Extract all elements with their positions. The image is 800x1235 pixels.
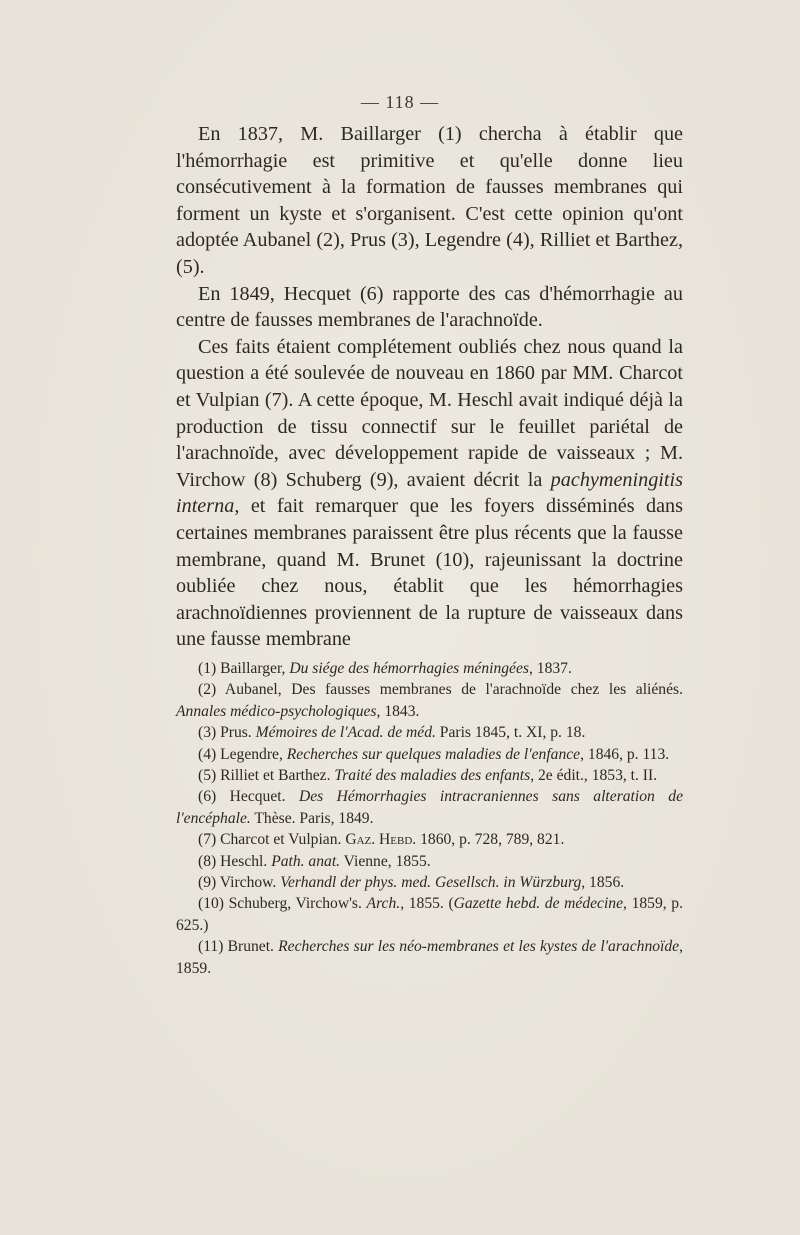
footnote-author: (9) Virchow. (198, 874, 281, 892)
footnote-details: , 1837. (528, 660, 572, 677)
italic-term: pachymeningitis interna (176, 468, 683, 518)
footnote-author: (5) Rilliet et Barthez. (198, 767, 335, 785)
paragraph: En 1849, Hecquet (6) rapporte des cas d'hémorrhagie au centre de fausses membranes de l'arachnoïde. (176, 282, 683, 332)
footnote-details: , 2e édit., 1853, t. II. (530, 767, 658, 785)
footnote-author: (8) Heschl. (198, 852, 272, 870)
footnote-author: (11) Brunet. (198, 938, 279, 956)
footnote-author: (4) Legendre, (198, 745, 287, 763)
footnote-10 (176, 893, 683, 936)
footnote-title: Arch. (366, 895, 401, 913)
footnote-details: , 1859. (176, 938, 683, 977)
footnote-11 (176, 936, 683, 979)
text-span: Ces faits étaient complétement oubliés chez nous quand la question a été soulevée de nouveau en 1860 par MM. Charcot et Vulpian (7). A cette époque, M. Heschl avait indiqué déjà la production de tissu connectif sur le feuillet pariétal de l'arachnoïde, avec développement rapide de vaisseaux ; M. Virchow (8) Schuberg (9), avaient décrit la (176, 335, 683, 491)
footnote-6 (176, 786, 683, 829)
footnote-journal: Gazette hebd. de médecine (453, 895, 624, 913)
paragraph: En 1837, M. Baillarger (1) chercha à établir que l'hémorrhagie est primitive et qu'elle donne lieu consécutivement à la formation de fausses membranes qui forment un kyste et s'organisent. C'est cette opinion qu'ont adoptée Aubanel (2), Prus (3), Legendre (4), Rilliet et Barthez, (5). (176, 123, 683, 278)
footnote-3 (176, 722, 683, 743)
page-number: — 118 — (360, 92, 440, 112)
text-span: , et fait remarquer que les foyers disséminés dans certaines membranes paraissent être plus récents que la fausse membrane, quand M. Brunet (10), rajeunissant la doctrine oubliée chez nous, établit que les hémorrhagies arachnoïdiennes proviennent de la rupture de vaisseaux dans une fausse membrane (176, 495, 683, 651)
footnote-author: (3) Prus. (198, 724, 256, 742)
footnote-details: , 1855. ( (400, 895, 454, 913)
footnote-details: Paris 1845, t. XI, p. 18. (435, 724, 586, 742)
footnote-title: Mémoires de l'Acad. de méd. (255, 724, 436, 742)
footnote-4 (176, 744, 683, 765)
footnote-2 (176, 679, 683, 722)
footnote-8 (176, 851, 683, 872)
footnote-title: Path. anat. (271, 852, 341, 870)
footnote-title: Du siége des hémorrhagies méningées (289, 660, 529, 677)
footnotes (176, 658, 683, 979)
footnote-5 (176, 765, 683, 786)
footnote-title: Des Hémorrhagies intracraniennes sans alteration de l'encéphale. (176, 788, 683, 827)
footnote-details: , 1843. (376, 702, 420, 720)
footnote-title: Annales médico-psychologiques (176, 702, 377, 720)
footnote-1 (176, 658, 683, 679)
footnote-details: , 1859, p. 625.) (176, 895, 683, 934)
footnote-details: , 1856. (581, 874, 625, 892)
footnote-details: Thèse. Paris, 1849. (250, 809, 374, 827)
footnote-author: (10) Schuberg, Virchow's. (198, 895, 367, 913)
footnote-title: Traité des maladies des enfants (334, 767, 531, 785)
footnote-details: , 1846, p. 113. (580, 745, 670, 763)
footnote-journal: Gaz. Hebd. (345, 831, 417, 849)
footnote-author: (2) Aubanel, Des fausses membranes de l'arachnoïde chez les aliénés. (198, 681, 683, 699)
footnote-7 (176, 829, 683, 850)
footnote-author: (7) Charcot et Vulpian. (198, 831, 346, 849)
footnote-author: (1) Baillarger, (198, 660, 290, 677)
footnote-title: Recherches sur les néo-membranes et les kystes de l'arachnoïde (278, 938, 680, 956)
paragraph (176, 334, 683, 653)
main-text (176, 121, 683, 653)
footnote-title: Verhandl der phys. med. Gesellsch. in Würzburg (280, 874, 582, 892)
footnote-9 (176, 872, 683, 893)
footnote-author: (6) Hecquet. (198, 788, 299, 806)
footnote-details: 1860, p. 728, 789, 821. (416, 831, 565, 849)
footnote-title: Recherches sur quelques maladies de l'enfance (286, 745, 581, 763)
footnote-details: Vienne, 1855. (340, 852, 431, 870)
